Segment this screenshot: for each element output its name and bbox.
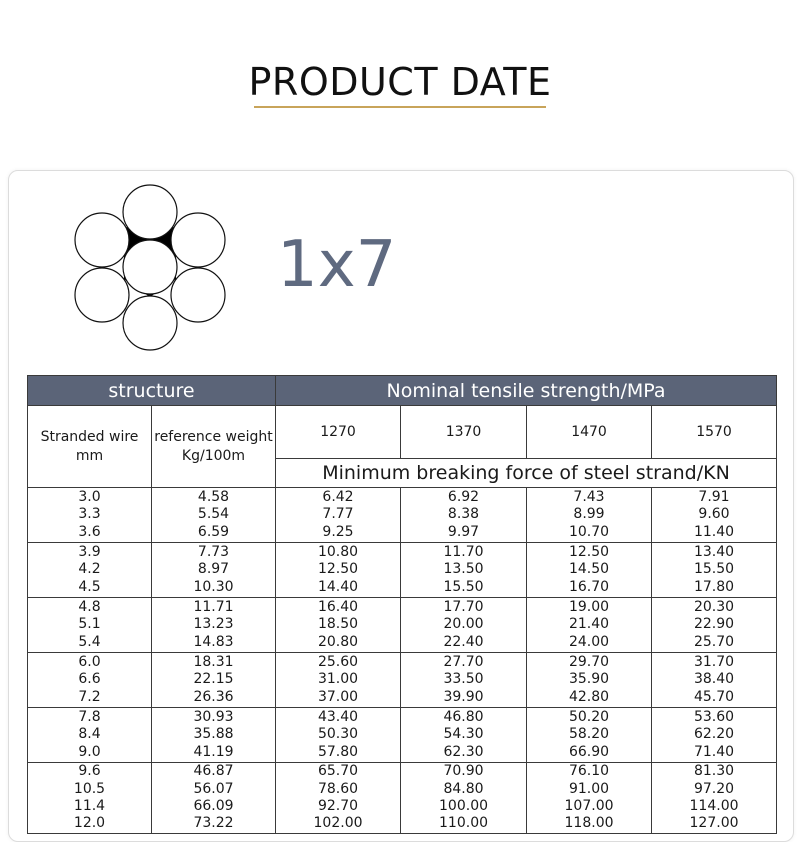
value-line: 6.42 xyxy=(322,488,354,505)
table-row xyxy=(28,543,777,598)
value-line: 14.83 xyxy=(193,633,234,650)
subheader-row xyxy=(28,406,777,459)
weight-cell xyxy=(152,543,276,598)
value-line: 12.50 xyxy=(568,543,610,560)
value-line: 6.59 xyxy=(197,523,230,540)
value-line: 100.00 xyxy=(439,798,489,814)
value-line: 20.80 xyxy=(317,633,359,650)
force-1370-cell xyxy=(401,763,527,834)
value-line: 73.22 xyxy=(193,815,234,832)
value-line: 8.97 xyxy=(197,561,230,578)
value-line: 57.80 xyxy=(317,743,359,760)
value-line: 37.00 xyxy=(317,688,359,705)
force-1570-cell xyxy=(652,598,777,653)
weight-cell xyxy=(152,488,276,543)
value-line: 8.38 xyxy=(447,506,480,523)
value-line: 13.50 xyxy=(443,561,484,578)
value-line: 26.36 xyxy=(193,688,234,705)
value-line: 13.23 xyxy=(193,616,234,633)
value-line: 7.77 xyxy=(322,506,354,523)
strength-1270: 1270 xyxy=(276,406,401,459)
value-line: 11.71 xyxy=(193,598,234,615)
value-line: 10.70 xyxy=(568,523,610,540)
force-1470-cell xyxy=(527,543,652,598)
value-line: 65.70 xyxy=(317,763,359,780)
value-line: 5.4 xyxy=(78,633,101,650)
diameter-cell xyxy=(28,708,152,763)
value-line: 12.0 xyxy=(73,815,106,832)
force-1570-cell xyxy=(652,763,777,834)
value-line: 4.58 xyxy=(197,488,230,505)
value-line: 13.40 xyxy=(693,543,735,560)
value-line: 3.3 xyxy=(78,506,101,523)
force-1270-cell xyxy=(276,653,401,708)
table-row xyxy=(28,488,777,543)
force-1270-cell xyxy=(276,488,401,543)
value-line: 9.25 xyxy=(322,523,354,540)
value-line: 4.2 xyxy=(78,561,101,578)
stranded-wire-label: Stranded wire xyxy=(40,428,139,445)
product-model: 1x7 xyxy=(277,228,397,302)
strength-1370: 1370 xyxy=(401,406,527,459)
value-line: 24.00 xyxy=(568,633,610,650)
value-line: 97.20 xyxy=(693,780,735,797)
reference-weight-label: reference weight xyxy=(154,428,273,445)
value-line: 29.70 xyxy=(568,653,610,670)
tensile-header: Nominal tensile strength/MPa xyxy=(276,376,777,406)
value-line: 38.40 xyxy=(693,671,735,688)
weight-cell xyxy=(152,653,276,708)
value-line: 30.93 xyxy=(193,708,234,725)
value-line: 92.70 xyxy=(317,798,359,814)
value-line: 19.00 xyxy=(568,598,610,615)
value-line: 10.80 xyxy=(317,543,359,560)
force-1270-cell xyxy=(276,543,401,598)
value-line: 107.00 xyxy=(564,798,614,814)
force-1570-cell xyxy=(652,653,777,708)
value-line: 78.60 xyxy=(317,780,359,797)
value-line: 84.80 xyxy=(443,780,484,797)
diameter-cell xyxy=(28,598,152,653)
value-line: 35.90 xyxy=(568,671,610,688)
value-line: 22.90 xyxy=(693,616,735,633)
weight-cell xyxy=(152,598,276,653)
force-1270-cell xyxy=(276,708,401,763)
table-body xyxy=(28,488,777,834)
force-1370-cell xyxy=(401,708,527,763)
value-line: 46.80 xyxy=(443,708,484,725)
value-line: 66.90 xyxy=(568,743,610,760)
table-row xyxy=(28,653,777,708)
value-line: 42.80 xyxy=(568,688,610,705)
value-line: 43.40 xyxy=(317,708,359,725)
value-line: 102.00 xyxy=(313,815,363,832)
value-line: 58.20 xyxy=(568,726,610,743)
force-1270-cell xyxy=(276,598,401,653)
value-line: 8.99 xyxy=(573,506,605,523)
value-line: 35.88 xyxy=(193,726,234,743)
value-line: 12.50 xyxy=(317,561,359,578)
value-line: 54.30 xyxy=(443,726,484,743)
value-line: 7.2 xyxy=(78,688,101,705)
value-line: 17.80 xyxy=(693,578,735,595)
diameter-cell xyxy=(28,653,152,708)
value-line: 41.19 xyxy=(193,743,234,760)
value-line: 50.30 xyxy=(317,726,359,743)
value-line: 46.87 xyxy=(193,763,234,780)
force-1570-cell xyxy=(652,543,777,598)
min-breaking-header: Minimum breaking force of steel strand/KN xyxy=(276,459,777,488)
stranded-wire-header xyxy=(28,406,152,488)
weight-cell xyxy=(152,708,276,763)
value-line: 50.20 xyxy=(568,708,610,725)
force-1470-cell xyxy=(527,653,652,708)
force-1470-cell xyxy=(527,598,652,653)
value-line: 81.30 xyxy=(693,763,735,780)
strength-1570: 1570 xyxy=(652,406,777,459)
value-line: 20.00 xyxy=(443,616,484,633)
value-line: 27.70 xyxy=(443,653,484,670)
value-line: 11.70 xyxy=(443,543,484,560)
strand-cross-section-icon xyxy=(72,184,228,352)
force-1470-cell xyxy=(527,708,652,763)
reference-weight-header xyxy=(152,406,276,488)
value-line: 3.0 xyxy=(78,488,101,505)
value-line: 4.8 xyxy=(78,598,101,615)
value-line: 7.73 xyxy=(197,543,230,560)
value-line: 15.50 xyxy=(693,561,735,578)
value-line: 6.0 xyxy=(78,653,101,670)
value-line: 3.6 xyxy=(78,523,101,540)
diameter-cell xyxy=(28,763,152,834)
value-line: 31.00 xyxy=(317,671,359,688)
value-line: 18.50 xyxy=(317,616,359,633)
table-row xyxy=(28,763,777,834)
value-line: 15.50 xyxy=(443,578,484,595)
force-1370-cell xyxy=(401,598,527,653)
strength-1470: 1470 xyxy=(527,406,652,459)
value-line: 6.6 xyxy=(78,671,101,688)
value-line: 6.92 xyxy=(447,488,480,505)
value-line: 16.40 xyxy=(317,598,359,615)
value-line: 25.70 xyxy=(693,633,735,650)
value-line: 4.5 xyxy=(78,578,101,595)
weight-cell xyxy=(152,763,276,834)
value-line: 22.40 xyxy=(443,633,484,650)
value-line: 5.54 xyxy=(197,506,230,523)
reference-weight-unit: Kg/100m xyxy=(181,447,246,464)
diameter-cell xyxy=(28,543,152,598)
value-line: 45.70 xyxy=(693,688,735,705)
value-line: 10.5 xyxy=(73,780,106,797)
value-line: 16.70 xyxy=(568,578,610,595)
value-line: 18.31 xyxy=(193,653,234,670)
value-line: 53.60 xyxy=(693,708,735,725)
title-underline xyxy=(254,106,546,108)
value-line: 14.50 xyxy=(568,561,610,578)
value-line: 71.40 xyxy=(693,743,735,760)
force-1370-cell xyxy=(401,543,527,598)
value-line: 20.30 xyxy=(693,598,735,615)
value-line: 14.40 xyxy=(317,578,359,595)
value-line: 11.40 xyxy=(693,523,735,540)
force-1470-cell xyxy=(527,488,652,543)
value-line: 62.20 xyxy=(693,726,735,743)
value-line: 62.30 xyxy=(443,743,484,760)
value-line: 39.90 xyxy=(443,688,484,705)
structure-header: structure xyxy=(28,376,276,406)
value-line: 110.00 xyxy=(439,815,489,832)
value-line: 33.50 xyxy=(443,671,484,688)
value-line: 9.0 xyxy=(78,743,101,760)
value-line: 25.60 xyxy=(317,653,359,670)
value-line: 9.97 xyxy=(447,523,480,540)
value-line: 17.70 xyxy=(443,598,484,615)
value-line: 11.4 xyxy=(73,798,106,814)
value-line: 70.90 xyxy=(443,763,484,780)
value-line: 7.8 xyxy=(78,708,101,725)
value-line: 66.09 xyxy=(193,798,234,814)
spec-table xyxy=(27,375,777,834)
stranded-wire-unit: mm xyxy=(75,447,104,464)
value-line: 3.9 xyxy=(78,543,101,560)
value-line: 8.4 xyxy=(78,726,101,743)
value-line: 22.15 xyxy=(193,671,234,688)
value-line: 10.30 xyxy=(193,578,234,595)
force-1470-cell xyxy=(527,763,652,834)
value-line: 21.40 xyxy=(568,616,610,633)
value-line: 7.43 xyxy=(573,488,605,505)
table-header-row xyxy=(28,376,777,406)
value-line: 56.07 xyxy=(193,780,234,797)
force-1370-cell xyxy=(401,488,527,543)
force-1570-cell xyxy=(652,708,777,763)
page-title: PRODUCT DATE xyxy=(248,60,552,104)
force-1270-cell xyxy=(276,763,401,834)
value-line: 127.00 xyxy=(689,815,739,832)
value-line: 9.60 xyxy=(698,506,730,523)
value-line: 5.1 xyxy=(78,616,101,633)
force-1570-cell xyxy=(652,488,777,543)
value-line: 76.10 xyxy=(568,763,610,780)
value-line: 9.6 xyxy=(78,763,101,780)
value-line: 31.70 xyxy=(693,653,735,670)
value-line: 118.00 xyxy=(564,815,614,832)
table-row xyxy=(28,598,777,653)
value-line: 7.91 xyxy=(698,488,730,505)
value-line: 91.00 xyxy=(568,780,610,797)
table-row xyxy=(28,708,777,763)
diameter-cell xyxy=(28,488,152,543)
value-line: 114.00 xyxy=(689,798,739,814)
force-1370-cell xyxy=(401,653,527,708)
